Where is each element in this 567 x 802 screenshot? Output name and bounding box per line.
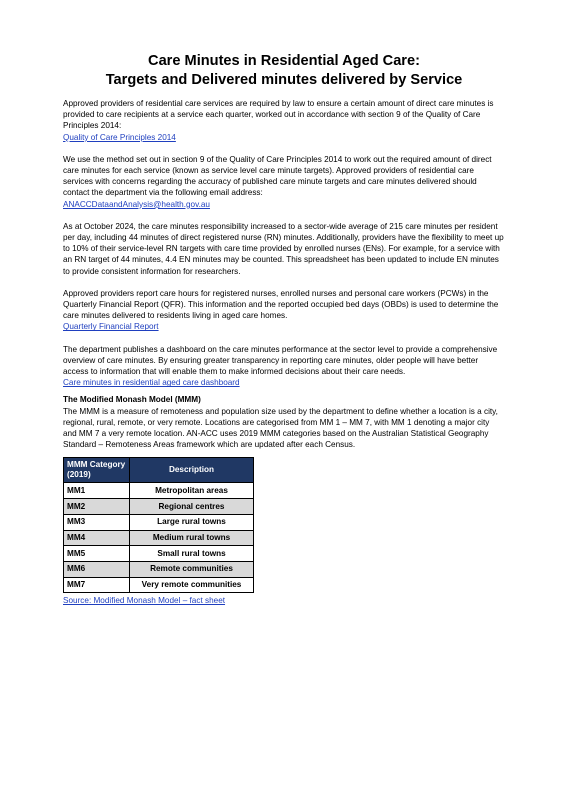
mmm-source-link[interactable]: Source: Modified Monash Model – fact sheet	[63, 596, 226, 606]
paragraph-legal-requirement	[63, 98, 505, 143]
cell-description: Small rural towns	[130, 546, 254, 562]
cell-description: Regional centres	[130, 499, 254, 515]
cell-code: MM7	[64, 577, 130, 593]
paragraph-text: We use the method set out in section 9 of the Quality of Care Principles 2014 to work out the required amount of direct care minutes for each service (known as service level care minute targets). Approved providers of residential care services with concerns regarding the accuracy of published care minute targets and care minutes delivered should contact the department via the following email address:	[63, 154, 492, 198]
paragraph-text: The department publishes a dashboard on the care minutes performance at the sector level to provide a comprehensive overview of care minutes. By ensuring greater transparency in reporting care minutes, older people will have better access to information that will enable them to make informed decisions about their care needs.	[63, 344, 498, 377]
paragraph-dashboard	[63, 344, 505, 389]
table-row	[64, 514, 254, 530]
mmm-text: The MMM is a measure of remoteness and population size used by the department to define whether a location is a city, regional, rural, remote, or very remote. Locations are categorised from MM 1 – MM 7, with MM 1 denoting a major city and MM 7 a very remote location. AN-ACC uses 2019 MMM categories based on the Australian Statistical Geography Standard – Remoteness Areas framework which are updated after each Census.	[63, 406, 498, 450]
page-title	[63, 52, 505, 90]
cell-code: MM2	[64, 499, 130, 515]
document-page	[63, 52, 505, 606]
paragraph-text: As at October 2024, the care minutes responsibility increased to a sector-wide average of 215 care minutes per resident per day, including 44 minutes of direct registered nurse (RN) minutes. Additionally, providers have the flexibility to meet up to 10% of their service-level RN targets with care time provided by enrolled nurses (ENs). For example, for a service with an RN target of 44 minutes, 4.4 EN minutes may be counted. This spreadsheet has been updated to include EN minutes to provide consistent information for researchers.	[63, 221, 504, 276]
email-link[interactable]: ANACCDataandAnalysis@health.gov.au	[63, 199, 210, 209]
mmm-section	[63, 394, 505, 606]
table-row	[64, 530, 254, 546]
cell-code: MM3	[64, 514, 130, 530]
cell-code: MM1	[64, 483, 130, 499]
title-line-1: Care Minutes in Residential Aged Care:	[148, 53, 420, 69]
cell-code: MM5	[64, 546, 130, 562]
paragraph-text: Approved providers of residential care services are required by law to ensure a certain amount of direct care minutes is provided to care recipients at a service each quarter, worked out in accordance with section 9 of the Quality of Care Principles 2014:	[63, 99, 494, 131]
paragraph-text: Approved providers report care hours for registered nurses, enrolled nurses and personal care workers (PCWs) in the Quarterly Financial Report (QFR). This information and the reported occupied bed days (OBDs) is used to determine the care minutes delivered to residents living in aged care homes.	[63, 288, 499, 321]
cell-description: Large rural towns	[130, 514, 254, 530]
title-line-2: Targets and Delivered minutes delivered by Service	[105, 72, 463, 88]
table-row	[64, 561, 254, 577]
paragraph-qfr	[63, 288, 505, 333]
table-row	[64, 577, 254, 593]
mmm-heading: The Modified Monash Model (MMM)	[63, 395, 201, 405]
quarterly-financial-report-link[interactable]: Quarterly Financial Report	[63, 322, 159, 332]
header-mmm-category: MMM Category (2019)	[64, 458, 130, 483]
table-row	[64, 483, 254, 499]
paragraph-method	[63, 154, 505, 210]
paragraph-october-2024	[63, 221, 505, 277]
table-header-row	[64, 458, 254, 483]
cell-description: Remote communities	[130, 561, 254, 577]
cell-description: Metropolitan areas	[130, 483, 254, 499]
dashboard-link[interactable]: Care minutes in residential aged care dashboard	[63, 378, 240, 388]
cell-description: Medium rural towns	[130, 530, 254, 546]
header-description: Description	[130, 458, 254, 483]
cell-code: MM4	[64, 530, 130, 546]
table-row	[64, 499, 254, 515]
mmm-table	[63, 457, 254, 593]
table-row	[64, 546, 254, 562]
quality-of-care-principles-link[interactable]: Quality of Care Principles 2014	[63, 132, 176, 142]
cell-description: Very remote communities	[130, 577, 254, 593]
cell-code: MM6	[64, 561, 130, 577]
